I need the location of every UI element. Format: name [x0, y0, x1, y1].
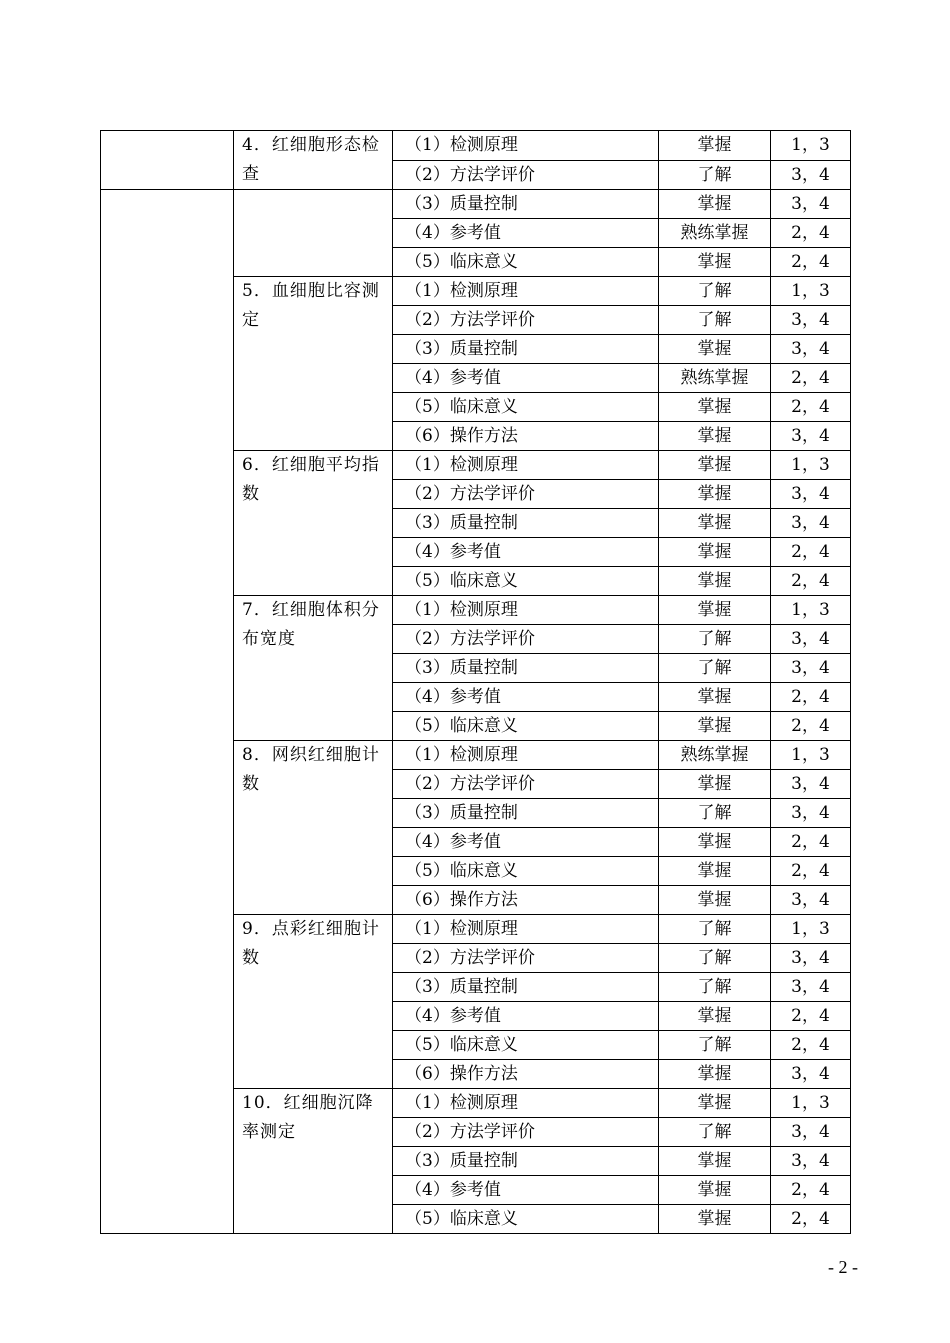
item-cell: （4）参考值	[393, 1176, 659, 1205]
level-cell: 掌握	[659, 190, 771, 219]
topic-cell: 6．红细胞平均指数	[234, 451, 393, 596]
syllabus-table	[100, 130, 851, 1234]
reference-cell: 2，4	[771, 1176, 851, 1205]
reference-cell: 2，4	[771, 828, 851, 857]
table-row	[101, 131, 851, 161]
item-cell: （3）质量控制	[393, 190, 659, 219]
item-cell: （6）操作方法	[393, 422, 659, 451]
reference-cell: 3，4	[771, 509, 851, 538]
reference-cell: 3，4	[771, 770, 851, 799]
reference-cell: 2，4	[771, 857, 851, 886]
reference-cell: 2，4	[771, 538, 851, 567]
item-cell: （1）检测原理	[393, 915, 659, 944]
level-cell: 掌握	[659, 596, 771, 625]
topic-cell: 10．红细胞沉降率测定	[234, 1089, 393, 1234]
level-cell: 掌握	[659, 1002, 771, 1031]
level-cell: 熟练掌握	[659, 741, 771, 770]
level-cell: 掌握	[659, 131, 771, 161]
level-cell: 了解	[659, 654, 771, 683]
level-cell: 熟练掌握	[659, 219, 771, 248]
level-cell: 了解	[659, 915, 771, 944]
level-cell: 熟练掌握	[659, 364, 771, 393]
reference-cell: 1，3	[771, 451, 851, 480]
level-cell: 掌握	[659, 1147, 771, 1176]
item-cell: （2）方法学评价	[393, 944, 659, 973]
topic-cell: 9．点彩红细胞计数	[234, 915, 393, 1089]
level-cell: 了解	[659, 277, 771, 306]
reference-cell: 2，4	[771, 248, 851, 277]
item-cell: （1）检测原理	[393, 451, 659, 480]
reference-cell: 2，4	[771, 712, 851, 741]
item-cell: （6）操作方法	[393, 1060, 659, 1089]
topic-cell: 7．红细胞体积分布宽度	[234, 596, 393, 741]
reference-cell: 3，4	[771, 654, 851, 683]
topic-cell: 5．血细胞比容测定	[234, 277, 393, 451]
level-cell: 掌握	[659, 393, 771, 422]
topic-cell: 8．网织红细胞计数	[234, 741, 393, 915]
item-cell: （4）参考值	[393, 219, 659, 248]
level-cell: 掌握	[659, 828, 771, 857]
category-cell	[101, 190, 234, 1234]
level-cell: 掌握	[659, 509, 771, 538]
item-cell: （2）方法学评价	[393, 306, 659, 335]
item-cell: （3）质量控制	[393, 654, 659, 683]
reference-cell: 3，4	[771, 944, 851, 973]
item-cell: （4）参考值	[393, 683, 659, 712]
level-cell: 了解	[659, 1031, 771, 1060]
level-cell: 掌握	[659, 857, 771, 886]
item-cell: （4）参考值	[393, 364, 659, 393]
item-cell: （1）检测原理	[393, 131, 659, 161]
item-cell: （3）质量控制	[393, 1147, 659, 1176]
reference-cell: 2，4	[771, 1002, 851, 1031]
item-cell: （4）参考值	[393, 828, 659, 857]
level-cell: 掌握	[659, 422, 771, 451]
level-cell: 掌握	[659, 335, 771, 364]
reference-cell: 3，4	[771, 1147, 851, 1176]
item-cell: （2）方法学评价	[393, 480, 659, 509]
item-cell: （4）参考值	[393, 1002, 659, 1031]
item-cell: （2）方法学评价	[393, 1118, 659, 1147]
level-cell: 了解	[659, 944, 771, 973]
level-cell: 掌握	[659, 1089, 771, 1118]
topic-cell	[234, 190, 393, 277]
item-cell: （1）检测原理	[393, 596, 659, 625]
level-cell: 掌握	[659, 683, 771, 712]
page-number: - 2 -	[828, 1257, 858, 1277]
reference-cell: 3，4	[771, 480, 851, 509]
level-cell: 了解	[659, 625, 771, 654]
reference-cell: 2，4	[771, 364, 851, 393]
level-cell: 掌握	[659, 480, 771, 509]
item-cell: （2）方法学评价	[393, 770, 659, 799]
item-cell: （5）临床意义	[393, 248, 659, 277]
reference-cell: 3，4	[771, 160, 851, 190]
item-cell: （1）检测原理	[393, 277, 659, 306]
level-cell: 掌握	[659, 567, 771, 596]
item-cell: （5）临床意义	[393, 393, 659, 422]
reference-cell: 2，4	[771, 393, 851, 422]
reference-cell: 2，4	[771, 219, 851, 248]
reference-cell: 1，3	[771, 741, 851, 770]
syllabus-table-body	[101, 131, 851, 1234]
reference-cell: 2，4	[771, 683, 851, 712]
item-cell: （5）临床意义	[393, 567, 659, 596]
reference-cell: 3，4	[771, 190, 851, 219]
level-cell: 了解	[659, 306, 771, 335]
item-cell: （2）方法学评价	[393, 625, 659, 654]
category-cell	[101, 131, 234, 190]
item-cell: （1）检测原理	[393, 741, 659, 770]
reference-cell: 3，4	[771, 799, 851, 828]
level-cell: 掌握	[659, 1176, 771, 1205]
level-cell: 掌握	[659, 712, 771, 741]
item-cell: （3）质量控制	[393, 973, 659, 1002]
reference-cell: 2，4	[771, 1205, 851, 1234]
level-cell: 了解	[659, 799, 771, 828]
reference-cell: 3，4	[771, 1060, 851, 1089]
item-cell: （2）方法学评价	[393, 160, 659, 190]
table-row	[101, 190, 851, 219]
item-cell: （4）参考值	[393, 538, 659, 567]
level-cell: 了解	[659, 1118, 771, 1147]
reference-cell: 3，4	[771, 335, 851, 364]
reference-cell: 1，3	[771, 1089, 851, 1118]
item-cell: （1）检测原理	[393, 1089, 659, 1118]
reference-cell: 1，3	[771, 915, 851, 944]
reference-cell: 3，4	[771, 625, 851, 654]
reference-cell: 3，4	[771, 886, 851, 915]
item-cell: （6）操作方法	[393, 886, 659, 915]
reference-cell: 2，4	[771, 567, 851, 596]
reference-cell: 1，3	[771, 277, 851, 306]
level-cell: 掌握	[659, 451, 771, 480]
level-cell: 了解	[659, 160, 771, 190]
reference-cell: 3，4	[771, 422, 851, 451]
level-cell: 了解	[659, 973, 771, 1002]
level-cell: 掌握	[659, 248, 771, 277]
item-cell: （3）质量控制	[393, 509, 659, 538]
level-cell: 掌握	[659, 1060, 771, 1089]
item-cell: （5）临床意义	[393, 1205, 659, 1234]
reference-cell: 2，4	[771, 1031, 851, 1060]
reference-cell: 3，4	[771, 306, 851, 335]
level-cell: 掌握	[659, 538, 771, 567]
item-cell: （5）临床意义	[393, 857, 659, 886]
reference-cell: 1，3	[771, 596, 851, 625]
reference-cell: 3，4	[771, 1118, 851, 1147]
level-cell: 掌握	[659, 770, 771, 799]
item-cell: （5）临床意义	[393, 1031, 659, 1060]
item-cell: （5）临床意义	[393, 712, 659, 741]
topic-cell: 4．红细胞形态检查	[234, 131, 393, 190]
level-cell: 掌握	[659, 1205, 771, 1234]
level-cell: 掌握	[659, 886, 771, 915]
reference-cell: 1，3	[771, 131, 851, 161]
reference-cell: 3，4	[771, 973, 851, 1002]
item-cell: （3）质量控制	[393, 799, 659, 828]
item-cell: （3）质量控制	[393, 335, 659, 364]
